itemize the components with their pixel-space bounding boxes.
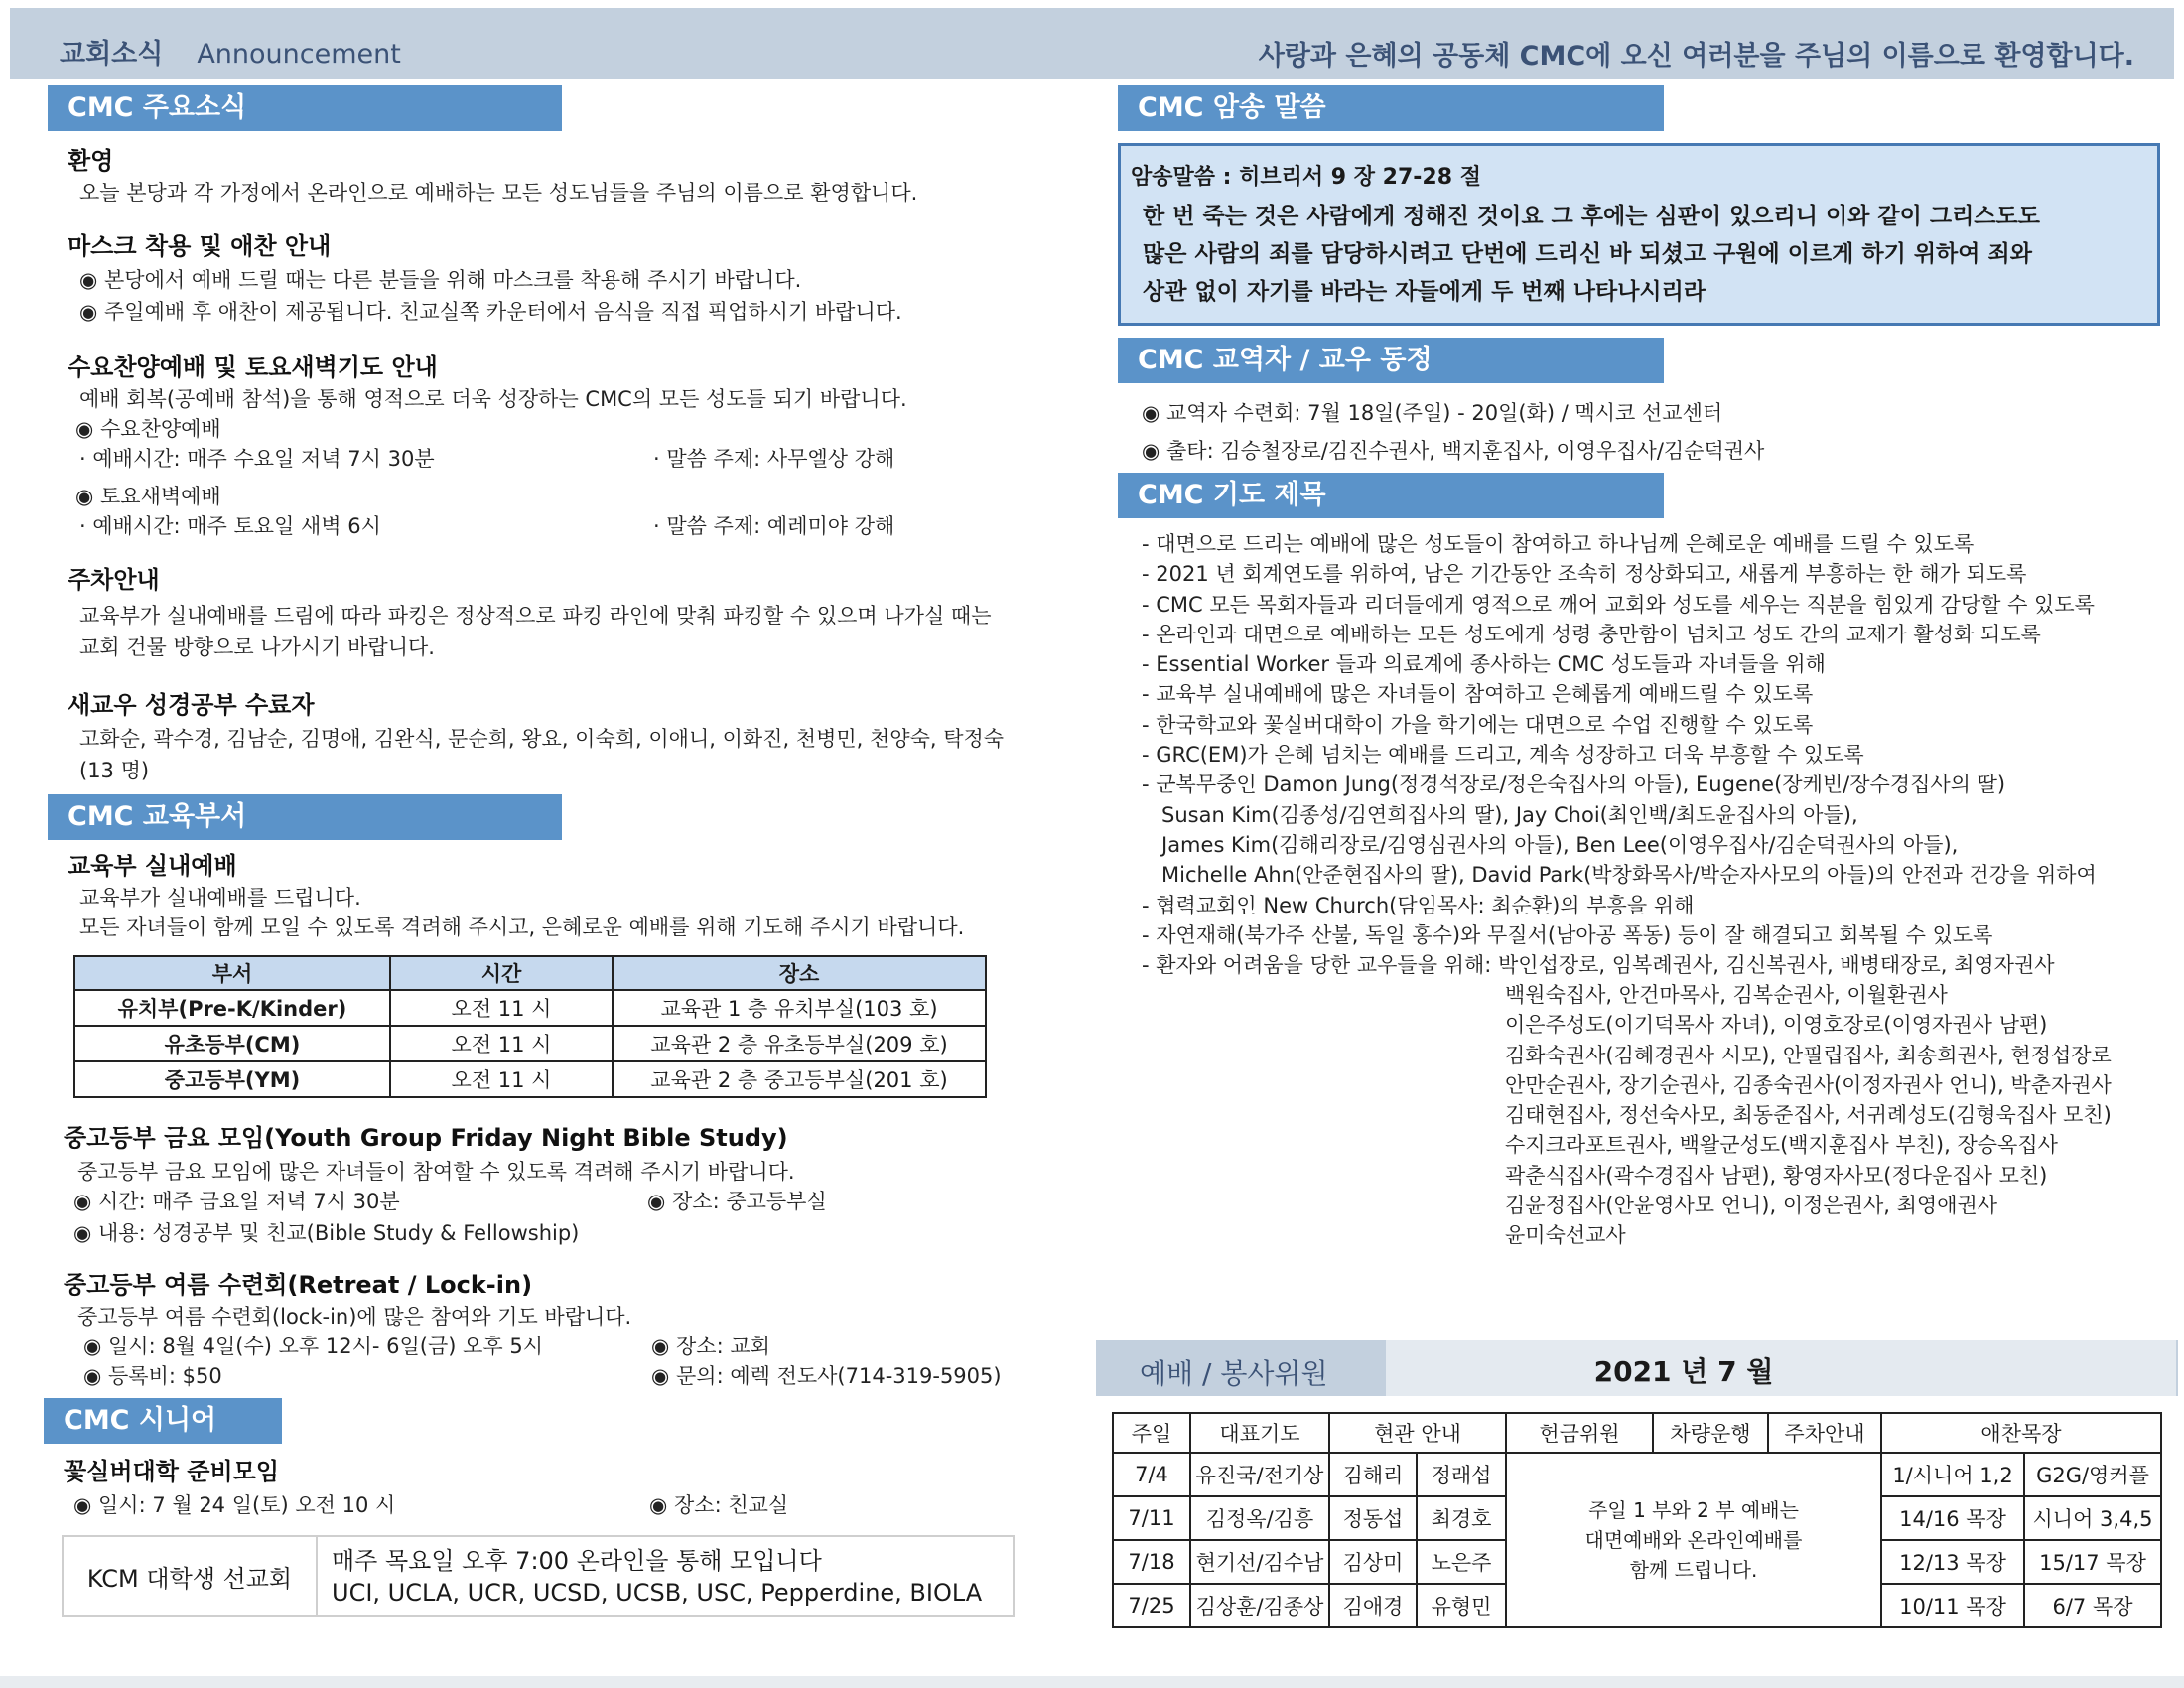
- parking-heading: 주차안내: [68, 566, 160, 594]
- date-cell: 7/4: [1113, 1453, 1190, 1496]
- prayer-cell: 유진국/전기상: [1190, 1453, 1329, 1496]
- retreat-place: ◉ 장소: 교회: [651, 1335, 770, 1358]
- usher-cell: 유형민: [1417, 1584, 1506, 1627]
- prayer-item: - CMC 모든 목회자들과 리더들에게 영적으로 깨어 교회와 성도를 세우는 직분을 힘있게 감당할 수 있도록: [1142, 592, 2095, 617]
- education-schedule-table: [73, 955, 987, 1098]
- retreat-heading: 중고등부 여름 수련회(Retreat / Lock-in): [64, 1271, 533, 1299]
- retreat-date: ◉ 일시: 8월 4일(수) 오후 12시- 6일(금) 오후 5시: [83, 1335, 544, 1358]
- dept-cell: 중고등부(YM): [74, 1061, 390, 1097]
- parking-text: 교육부가 실내예배를 드림에 따라 파킹은 정상적으로 파킹 라인에 맞춰 파킹할 수 있으며 나가실 때는: [79, 604, 992, 628]
- prayer-item-cont: Susan Kim(김종성/김연희집사의 딸), Jay Choi(최인백/최도윤집사의 아들),: [1161, 802, 1858, 827]
- prayer-item: - 자연재해(북가주 산불, 독일 홍수)와 무질서(남아공 폭동) 등이 잘 해결되고 회복될 수 있도록: [1142, 922, 1993, 947]
- table-header: 대표기도: [1190, 1413, 1329, 1453]
- table-row: [1113, 1453, 2161, 1496]
- usher-cell: 김상미: [1329, 1540, 1417, 1584]
- prayer-item: - 군복무중인 Damon Jung(정경석장로/정은숙집사의 아들), Eugene(장케빈/장수경집사의 딸): [1142, 773, 2006, 797]
- time-cell: 오전 11 시: [390, 1026, 613, 1061]
- table-header: 주일: [1113, 1413, 1190, 1453]
- place-cell: 교육관 1 층 유치부실(103 호): [613, 990, 986, 1026]
- page-bottom-edge: [0, 1676, 2184, 1688]
- page-title: 교회소식 Announcement: [60, 39, 401, 70]
- prayer-item-cont: James Kim(김해리장로/김영심권사의 아들), Ben Lee(이영우집사/김순덕권사의 아들),: [1161, 832, 1959, 857]
- indoor-worship-heading: 교육부 실내예배: [68, 852, 237, 880]
- patient-line: 김화숙권사(김혜경권사 시모), 안필립집사, 최송희권사, 현정섭장로: [1505, 1043, 2112, 1067]
- table-row: [74, 1061, 986, 1097]
- meal-cell: 12/13 목장: [1881, 1540, 2024, 1584]
- staff-retreat: ◉ 교역자 수련회: 7월 18일(주일) - 20일(화) / 멕시코 선교센터: [1142, 401, 1723, 425]
- patient-line: 김윤정집사(안윤영사모 언니), 이정은권사, 최영애권사: [1505, 1194, 1998, 1218]
- verse-line: 상관 없이 자기를 바라는 자들에게 두 번째 나타나시리라: [1143, 279, 1706, 305]
- dept-cell: 유치부(Pre-K/Kinder): [74, 990, 390, 1026]
- welcome-text: 오늘 본당과 각 가정에서 온라인으로 예배하는 모든 성도님들을 주님의 이름으로 환영합니다.: [79, 181, 918, 205]
- time-cell: 오전 11 시: [390, 1061, 613, 1097]
- sat-service-label: ◉ 토요새벽예배: [75, 485, 221, 508]
- indoor-worship-text: 모든 자녀들이 함께 모일 수 있도록 격려해 주시고, 은혜로운 예배를 위해 기도해 주시기 바랍니다.: [79, 915, 965, 939]
- wed-service-topic: · 말씀 주제: 사무엘상 강해: [653, 447, 895, 471]
- place-cell: 교육관 2 층 유초등부실(209 호): [613, 1026, 986, 1061]
- prayer-item-cont: Michelle Ahn(안준현집사의 딸), David Park(박창화목사/박순자사모의 아들)의 안전과 건강을 위하여: [1161, 863, 2097, 888]
- wed-sat-intro: 예배 회복(공예배 참석)을 통해 영적으로 더욱 성장하는 CMC의 모든 성도들 되기 바랍니다.: [79, 387, 907, 411]
- section-staff-news: CMC 교역자 / 교우 동정: [1118, 338, 1664, 383]
- kcm-box: [62, 1535, 1015, 1617]
- prayer-item: - 협력교회인 New Church(담임목사: 최순환)의 부흥을 위해: [1142, 893, 1695, 917]
- youth-friday-place: ◉ 장소: 중고등부실: [647, 1190, 827, 1213]
- usher-cell: 정동섭: [1329, 1496, 1417, 1540]
- table-header: 시간: [390, 956, 613, 990]
- table-header: 헌금위원: [1506, 1413, 1653, 1453]
- mask-item: ◉ 본당에서 예배 드릴 때는 다른 분들을 위해 마스크를 착용해 주시기 바랍니다.: [79, 268, 802, 292]
- table-header: 현관 안내: [1329, 1413, 1506, 1453]
- silver-college-place: ◉ 장소: 친교실: [649, 1493, 789, 1517]
- prayer-item: - GRC(EM)가 은혜 넘치는 예배를 드리고, 계속 성장하고 더욱 부흥할 수 있도록: [1142, 743, 1864, 768]
- welcome-heading: 환영: [68, 147, 114, 175]
- verse-reference: 암송말씀 : 히브리서 9 장 27-28 절: [1131, 165, 1481, 190]
- usher-cell: 김애경: [1329, 1584, 1417, 1627]
- prayer-cell: 김상훈/김종상: [1190, 1584, 1329, 1627]
- mask-heading: 마스크 착용 및 애찬 안내: [68, 232, 332, 260]
- patient-line: 곽춘식집사(곽수경집사 남편), 황영자사모(정다운집사 모친): [1505, 1163, 2048, 1188]
- prayer-item: - 온라인과 대면으로 예배하는 모든 성도에게 성령 충만함이 넘치고 성도 간의 교제가 활성화 되도록: [1142, 622, 2041, 646]
- mask-item: ◉ 주일예배 후 애찬이 제공됩니다. 친교실쪽 카운터에서 음식을 직접 픽업하시기 바랍니다.: [79, 300, 902, 324]
- patient-line: 윤미숙선교사: [1505, 1223, 1626, 1248]
- retreat-intro: 중고등부 여름 수련회(lock-in)에 많은 참여와 기도 바랍니다.: [77, 1305, 632, 1329]
- usher-cell: 김해리: [1329, 1453, 1417, 1496]
- merged-note-line: 주일 1 부와 2 부 예배는: [1588, 1498, 1799, 1522]
- table-header: 애찬목장: [1881, 1413, 2161, 1453]
- section-memory-verse: CMC 암송 말씀: [1118, 85, 1664, 131]
- patient-line: 백원숙집사, 안건마목사, 김복순권사, 이월환권사: [1505, 983, 1948, 1007]
- retreat-fee: ◉ 등록비: $50: [83, 1364, 222, 1388]
- dept-cell: 유초등부(CM): [74, 1026, 390, 1061]
- prayer-item: - Essential Worker 들과 의료계에 종사하는 CMC 성도들과 자녀들을 위해: [1142, 652, 1826, 677]
- sat-service-topic: · 말씀 주제: 예레미야 강해: [653, 514, 895, 538]
- bible-study-count: (13 명): [79, 759, 150, 782]
- section-prayer: CMC 기도 제목: [1118, 473, 1664, 518]
- indoor-worship-text: 교육부가 실내예배를 드립니다.: [79, 886, 361, 910]
- section-education: CMC 교육부서: [48, 794, 562, 840]
- youth-friday-content: ◉ 내용: 성경공부 및 친교(Bible Study & Fellowship): [73, 1221, 580, 1245]
- prayer-cell: 현기선/김수남: [1190, 1540, 1329, 1584]
- date-cell: 7/18: [1113, 1540, 1190, 1584]
- welcome-slogan: 사랑과 은혜의 공동체 CMC에 오신 여러분을 주님의 이름으로 환영합니다.: [1258, 41, 2134, 71]
- silver-college-heading: 꽃실버대학 준비모임: [64, 1458, 280, 1485]
- kcm-label: KCM 대학생 선교회: [64, 1537, 318, 1615]
- usher-cell: 최경호: [1417, 1496, 1506, 1540]
- date-cell: 7/11: [1113, 1496, 1190, 1540]
- wed-sat-heading: 수요찬양예배 및 토요새벽기도 안내: [68, 353, 438, 381]
- merged-note-line: 함께 드립니다.: [1629, 1558, 1758, 1582]
- youth-friday-heading: 중고등부 금요 모임(Youth Group Friday Night Bible Study): [64, 1124, 788, 1152]
- section-senior: CMC 시니어: [44, 1398, 282, 1444]
- meal-cell: 14/16 목장: [1881, 1496, 2024, 1540]
- verse-line: 한 번 죽는 것은 사람에게 정해진 것이요 그 후에는 심판이 있으리니 이와 같이 그리스도도: [1143, 204, 2040, 229]
- patient-line: 김태현집사, 정선숙사모, 최동준집사, 서귀례성도(김형욱집사 모친): [1505, 1103, 2112, 1128]
- table-header: 부서: [74, 956, 390, 990]
- meal-cell: G2G/영커플: [2024, 1453, 2161, 1496]
- table-row: [74, 1026, 986, 1061]
- table-header: 주차안내: [1768, 1413, 1881, 1453]
- verse-line: 많은 사람의 죄를 담당하시려고 단번에 드리신 바 되셨고 구원에 이르게 하기 위하여 죄와: [1143, 241, 2032, 267]
- retreat-contact: ◉ 문의: 예렉 전도사(714-319-5905): [651, 1364, 1002, 1388]
- kcm-schools: UCI, UCLA, UCR, UCSD, UCSB, USC, Pepperdine, BIOLA: [332, 1579, 983, 1607]
- usher-cell: 노은주: [1417, 1540, 1506, 1584]
- kcm-meeting: 매주 목요일 오후 7:00 온라인을 통해 모입니다: [332, 1547, 822, 1575]
- staff-away: ◉ 출타: 김승철장로/김진수권사, 백지훈집사, 이영우집사/김순덕권사: [1142, 439, 1765, 463]
- meal-cell: 1/시니어 1,2: [1881, 1453, 2024, 1496]
- patient-line: 이은주성도(이기덕목사 자녀), 이영호장로(이영자권사 남편): [1505, 1013, 2048, 1038]
- bible-study-heading: 새교우 성경공부 수료자: [68, 691, 315, 719]
- usher-cell: 정래섭: [1417, 1453, 1506, 1496]
- patient-line: 안만순권사, 장기순권사, 김종숙권사(이정자권사 언니), 박춘자권사: [1505, 1072, 2112, 1097]
- time-cell: 오전 11 시: [390, 990, 613, 1026]
- wed-service-label: ◉ 수요찬양예배: [75, 417, 221, 441]
- date-cell: 7/25: [1113, 1584, 1190, 1627]
- section-main-news: CMC 주요소식: [48, 85, 562, 131]
- prayer-item: - 대면으로 드리는 예배에 많은 성도들이 참여하고 하나님께 은혜로운 예배를 드릴 수 있도록: [1142, 532, 1975, 556]
- sat-service-time: · 예배시간: 매주 토요일 새벽 6시: [79, 514, 381, 538]
- table-header: 장소: [613, 956, 986, 990]
- youth-friday-time: ◉ 시간: 매주 금요일 저녁 7시 30분: [73, 1190, 400, 1213]
- parking-text: 교회 건물 방향으로 나가시기 바랍니다.: [79, 635, 435, 659]
- prayer-cell: 김정옥/김흥: [1190, 1496, 1329, 1540]
- prayer-item: - 한국학교와 꽃실버대학이 가을 학기에는 대면으로 수업 진행할 수 있도록: [1142, 712, 1814, 737]
- bible-study-graduates: 고화순, 곽수경, 김남순, 김명애, 김완식, 문순희, 왕요, 이숙희, 이애니, 이화진, 천병민, 천양숙, 탁정숙: [79, 727, 1005, 751]
- patient-list: [1505, 979, 2160, 1250]
- meal-cell: 6/7 목장: [2024, 1584, 2161, 1627]
- prayer-list: [1142, 528, 2144, 979]
- month-label: 2021 년 7 월: [1593, 1355, 1774, 1388]
- table-row: [74, 990, 986, 1026]
- patient-line: 수지크라포트권사, 백왈군성도(백지훈집사 부친), 장승옥집사: [1505, 1133, 2058, 1158]
- prayer-item: - 교육부 실내예배에 많은 자녀들이 참여하고 은혜롭게 예배드릴 수 있도록: [1142, 682, 1814, 707]
- table-header: 차량운행: [1653, 1413, 1768, 1453]
- meal-cell: 10/11 목장: [1881, 1584, 2024, 1627]
- memory-verse-box: [1118, 143, 2160, 326]
- place-cell: 교육관 2 층 중고등부실(201 호): [613, 1061, 986, 1097]
- youth-friday-intro: 중고등부 금요 모임에 많은 자녀들이 참여할 수 있도록 격려해 주시기 바랍니다.: [77, 1160, 795, 1184]
- merged-note: [1506, 1453, 1881, 1627]
- meal-cell: 15/17 목장: [2024, 1540, 2161, 1584]
- silver-college-date: ◉ 일시: 7 월 24 일(토) 오전 10 시: [73, 1493, 396, 1517]
- meal-cell: 시니어 3,4,5: [2024, 1496, 2161, 1540]
- worship-title: 예배 / 봉사위원: [1140, 1357, 1328, 1390]
- worship-table: [1112, 1412, 2162, 1628]
- wed-service-time: · 예배시간: 매주 수요일 저녁 7시 30분: [79, 447, 435, 471]
- prayer-item: - 환자와 어려움을 당한 교우들을 위해: 박인섭장로, 임복례권사, 김신복권사, 배병태장로, 최영자권사: [1142, 953, 2055, 978]
- merged-note-line: 대면예배와 온라인예배를: [1584, 1528, 1803, 1552]
- prayer-item: - 2021 년 회계연도를 위하여, 남은 기간동안 조속히 정상화되고, 새롭게 부흥하는 한 해가 되도록: [1142, 562, 2027, 587]
